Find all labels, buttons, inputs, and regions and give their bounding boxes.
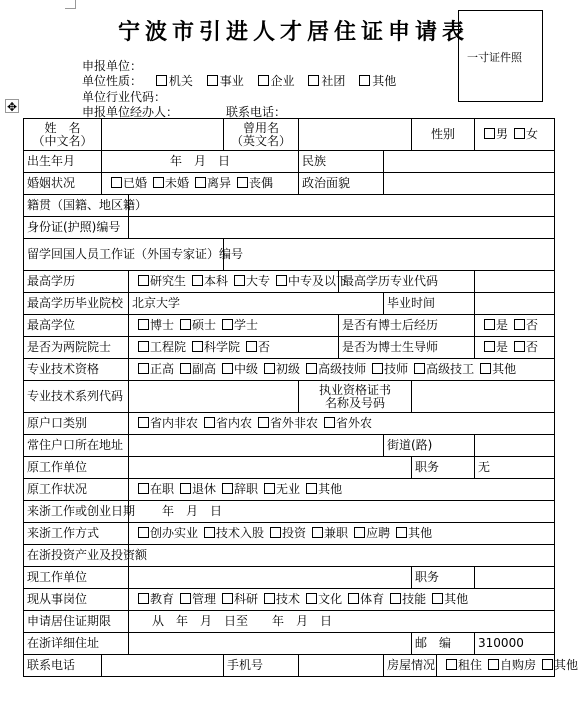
political-label: 政治面貌 — [299, 173, 384, 195]
academician-options[interactable]: 工程院 科学院 否 — [129, 337, 339, 359]
period-label: 申请居住证期限 — [24, 611, 129, 633]
license-field[interactable] — [412, 381, 555, 413]
mobile-field[interactable] — [299, 655, 384, 677]
edu-options[interactable]: 研究生 本科 大专 中专及以下 — [129, 271, 339, 293]
hukou-type-options[interactable]: 省内非农 省内农 省外非农 省外农 — [129, 413, 555, 435]
academician-label: 是否为两院院士 — [24, 337, 129, 359]
mobile-label: 手机号 — [224, 655, 299, 677]
origin-label: 籍贯（国籍、地区籍） — [24, 195, 129, 217]
hukou-addr-label: 常住户口所在地址 — [24, 435, 129, 457]
major-label: 最高学历专业代码 — [339, 271, 475, 293]
application-form-table — [23, 118, 579, 677]
position-label: 职务 — [412, 457, 475, 479]
origin-field[interactable] — [129, 195, 555, 217]
birth-label: 出生年月 — [24, 151, 102, 173]
street-label: 街道(路) — [384, 435, 475, 457]
address-label: 在浙详细住址 — [24, 633, 129, 655]
invest-field[interactable] — [129, 545, 555, 567]
degree-label: 最高学位 — [24, 315, 129, 337]
header-industry: 单位行业代码： — [82, 90, 167, 104]
nature-option: 其他 — [372, 74, 397, 88]
ethnicity-label: 民族 — [299, 151, 384, 173]
street-field[interactable] — [475, 435, 555, 457]
supervisor-label: 是否为博士生导师 — [339, 337, 475, 359]
address-field[interactable] — [129, 633, 412, 655]
header-handler: 申报单位经办人： — [82, 105, 179, 119]
position-field[interactable]: 无 — [475, 457, 555, 479]
header-nature: 单位性质： 机关 事业 企业 社团 其他 — [82, 74, 397, 88]
marital-label: 婚姻状况 — [24, 173, 102, 195]
postdoc-options[interactable]: 是 否 — [475, 315, 555, 337]
orig-status-options[interactable]: 在职 退休 辞职 无业 其他 — [129, 479, 555, 501]
period-field[interactable]: 从 年 月 日至 年 月 日 — [129, 611, 555, 633]
cur-position-field[interactable] — [475, 567, 555, 589]
arrive-way-label: 来浙工作方式 — [24, 523, 129, 545]
cur-job-label: 现从事岗位 — [24, 589, 129, 611]
used-name-field[interactable] — [299, 119, 412, 151]
overseas-field[interactable] — [224, 239, 555, 271]
contact-phone-label: 联系电话 — [24, 655, 102, 677]
id-field[interactable] — [129, 217, 555, 239]
name-field[interactable] — [102, 119, 224, 151]
overseas-label: 留学回国人员工作证（外国专家证）编号 — [24, 239, 224, 271]
orig-unit-label: 原工作单位 — [24, 457, 129, 479]
cur-unit-label: 现工作单位 — [24, 567, 129, 589]
gender-label: 性别 — [412, 119, 475, 151]
degree-options[interactable]: 博士 硕士 学士 — [129, 315, 339, 337]
tech-series-field[interactable] — [129, 381, 299, 413]
id-label: 身份证(护照)编号 — [24, 217, 129, 239]
edu-label: 最高学历 — [24, 271, 129, 293]
header-phone: 联系电话： — [226, 105, 287, 119]
nature-option: 事业 — [219, 74, 244, 88]
grad-time-field[interactable] — [475, 293, 555, 315]
nature-option: 机关 — [168, 74, 193, 88]
tech-qual-label: 专业技术资格 — [24, 359, 129, 381]
arrive-way-options[interactable]: 创办实业 技术入股 投资 兼职 应聘 其他 — [129, 523, 555, 545]
major-field[interactable] — [475, 271, 555, 293]
nature-option: 社团 — [321, 74, 346, 88]
gender-options[interactable]: 男 女 — [475, 119, 555, 151]
tech-qual-options[interactable]: 正高 副高 中级 初级 高级技师 技师 高级技工 其他 — [129, 359, 555, 381]
housing-label: 房屋情况 — [384, 655, 437, 677]
header-unit: 申报单位： — [82, 59, 143, 73]
cur-unit-field[interactable] — [129, 567, 412, 589]
birth-field[interactable]: 年 月 日 — [102, 151, 299, 173]
form-title: 宁波市引进人才居住证申请表 — [118, 20, 470, 45]
table-move-handle-icon[interactable]: ✥ — [6, 100, 18, 114]
used-name-label: 曾用名 （英文名） — [224, 119, 299, 151]
nature-option: 企业 — [270, 74, 295, 88]
cur-job-options[interactable]: 教育 管理 科研 技术 文化 体育 技能 其他 — [129, 589, 555, 611]
grad-time-label: 毕业时间 — [384, 293, 475, 315]
orig-status-label: 原工作状况 — [24, 479, 129, 501]
invest-label: 在浙投资产业及投资额 — [24, 545, 129, 567]
cur-position-label: 职务 — [412, 567, 475, 589]
photo-label: 一寸证件照 — [467, 51, 522, 64]
hukou-type-label: 原户口类别 — [24, 413, 129, 435]
supervisor-options[interactable]: 是 否 — [475, 337, 555, 359]
photo-box — [458, 10, 543, 102]
housing-options[interactable]: 租住 自购房 其他 — [437, 655, 555, 677]
arrive-date-label: 来浙工作或创业日期 — [24, 501, 129, 523]
page-corner-mark — [65, 0, 76, 9]
hukou-addr-field[interactable] — [129, 435, 384, 457]
postcode-field[interactable]: 310000 — [475, 633, 555, 655]
school-field[interactable]: 北京大学 — [129, 293, 384, 315]
name-label: 姓 名 （中文名） — [24, 119, 102, 151]
political-field[interactable] — [384, 173, 555, 195]
license-label: 执业资格证书 名称及号码 — [299, 381, 412, 413]
marital-options[interactable]: 已婚 未婚 离异 丧偶 — [102, 173, 299, 195]
postdoc-label: 是否有博士后经历 — [339, 315, 475, 337]
orig-unit-field[interactable] — [129, 457, 412, 479]
tech-series-label: 专业技术系列代码 — [24, 381, 129, 413]
postcode-label: 邮 编 — [412, 633, 475, 655]
ethnicity-field[interactable] — [384, 151, 555, 173]
school-label: 最高学历毕业院校 — [24, 293, 129, 315]
contact-phone-field[interactable] — [102, 655, 224, 677]
arrive-date-field[interactable]: 年 月 日 — [129, 501, 555, 523]
